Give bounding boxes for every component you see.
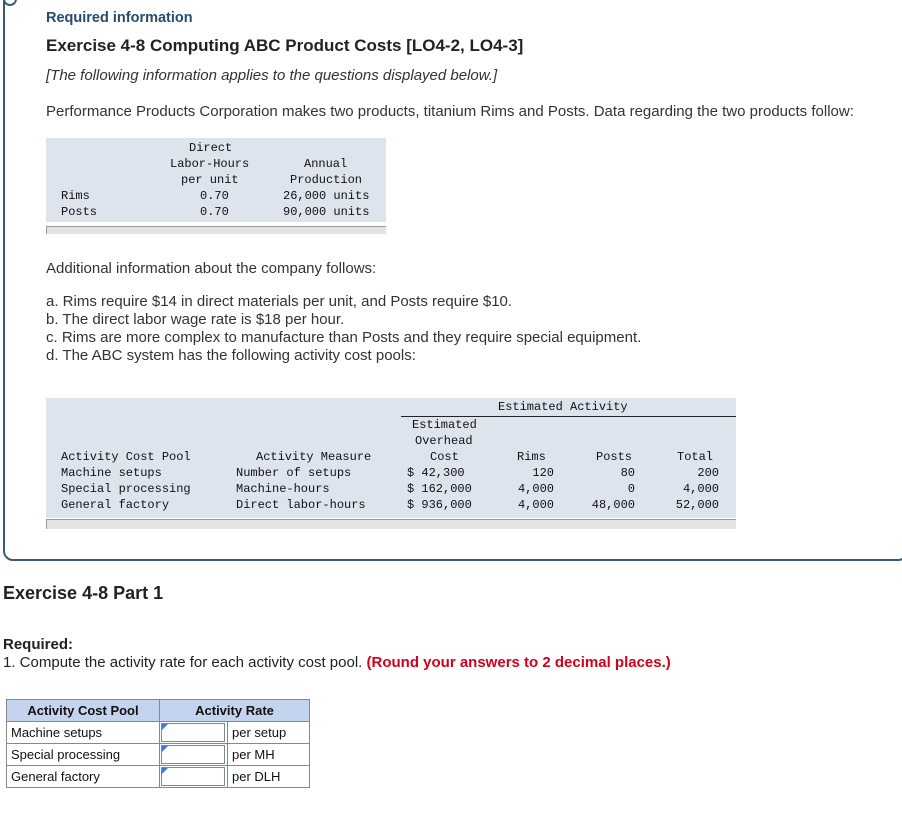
intro-text: Performance Products Corporation makes two products, titanium Rims and Posts. Data regarding the two products follow: [46,103,854,120]
measure-name: Direct labor-hours [236,498,366,512]
measure-name: Machine-hours [236,482,330,496]
part-title: Exercise 4-8 Part 1 [3,583,164,603]
pool-name: Special processing [61,482,191,496]
total-activity: 4,000 [682,482,719,496]
posts-activity: 0 [627,482,635,496]
pool-header: Activity Cost Pool [61,450,191,464]
rims-activity: 4,000 [517,482,554,496]
overhead-cost: $ 162,000 [407,482,472,496]
rate-unit: per setup [228,722,310,744]
table1-scrollbar[interactable] [46,226,386,234]
product-name: Rims [61,189,90,203]
production-value: 26,000 units [283,189,370,203]
pool-name: Machine setups [61,466,162,480]
annual-header-line1: Annual [304,157,348,171]
required-information-label: Required information [46,10,193,26]
product-name: Posts [61,205,98,219]
dlh-header-line1: Direct [189,141,233,155]
rate-column-header: Activity Rate [160,700,310,722]
activity-rate-answer-table [6,699,310,788]
posts-activity: 48,000 [591,498,635,512]
pool-name: Machine setups [7,722,160,744]
pool-name: General factory [7,766,160,788]
pool-name: Special processing [7,744,160,766]
measure-name: Number of setups [236,466,352,480]
pool-name: General factory [61,498,170,512]
required-instruction [3,654,671,671]
list-item: a. Rims require $14 in direct materials per unit, and Posts require $10. [46,293,513,310]
activity-rate-input[interactable] [161,745,225,764]
rounding-note: (Round your answers to 2 decimal places.) [366,654,671,671]
required-label: Required: [3,636,74,653]
rate-unit: per MH [228,744,310,766]
measure-header: Activity Measure [256,450,372,464]
product-data-table [46,138,386,222]
list-item: b. The direct labor wage rate is $18 per hour. [46,311,345,328]
cost-header-line2: Overhead [415,434,473,448]
rate-unit: per DLH [228,766,310,788]
additional-info-list [46,293,641,365]
dlh-header-line2: Labor-Hours [170,157,250,171]
rims-activity: 4,000 [517,498,554,512]
total-activity: 200 [697,466,719,480]
additional-info-intro: Additional information about the company follows: [46,260,377,277]
table-row [7,722,310,744]
panel-corner-icon [3,0,17,6]
activity-cost-pool-table [46,398,736,518]
rims-activity: 120 [532,466,554,480]
posts-activity: 80 [620,466,635,480]
exercise-title: Exercise 4-8 Computing ABC Product Costs [LO4-2, LO4-3] [46,36,524,55]
overhead-cost: $ 936,000 [407,498,472,512]
list-item: c. Rims are more complex to manufacture than Posts and they require special equipment. [46,329,642,346]
dlh-value: 0.70 [200,205,229,219]
posts-header: Posts [596,450,633,464]
required-instruction-text: 1. Compute the activity rate for each activity cost pool. [3,654,363,671]
dlh-header-line3: per unit [181,173,239,187]
estimated-activity-header: Estimated Activity [498,400,628,414]
rims-header: Rims [517,450,546,464]
table2-scrollbar[interactable] [46,519,736,529]
annual-header-line2: Production [290,173,363,187]
cost-header-line1: Estimated [412,418,477,432]
dlh-value: 0.70 [200,189,229,203]
header-rule [401,416,736,417]
pool-column-header: Activity Cost Pool [7,700,160,722]
total-activity: 52,000 [675,498,719,512]
list-item: d. The ABC system has the following activity cost pools: [46,347,416,364]
activity-rate-input[interactable] [161,767,225,786]
table-row [7,766,310,788]
exercise-subtitle: [The following information applies to the questions displayed below.] [46,67,498,84]
table-row [7,744,310,766]
overhead-cost: $ 42,300 [407,466,465,480]
activity-rate-input[interactable] [161,723,225,742]
cost-header-line3: Cost [430,450,459,464]
total-header: Total [677,450,714,464]
production-value: 90,000 units [283,205,370,219]
